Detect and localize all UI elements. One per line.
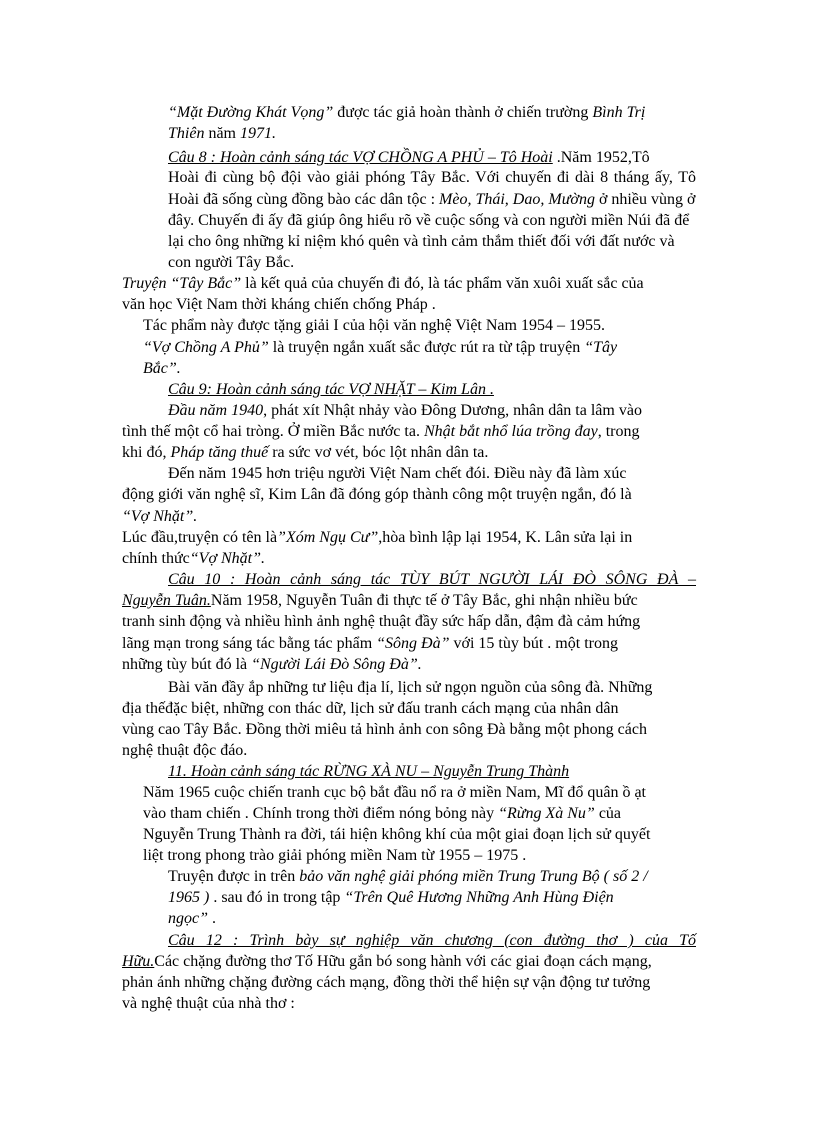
text-line: những tùy bút đó là “Người Lái Đò Sông Đà”. (122, 656, 422, 673)
section-heading: Câu 12 : Trình bày sự nghiệp văn chương (con đường thơ ) của Tố (168, 932, 696, 949)
text-line: động giới văn nghệ sĩ, Kim Lân đã đóng góp thành công một truyện ngắn, đó là (122, 486, 632, 503)
section-heading: Câu 8 : Hoàn cảnh sáng tác VỢ CHỒNG A PHỦ – Tô Hoài .Năm 1952,Tô (168, 149, 650, 166)
text-line: lại cho ông những kỉ niệm khó quên và tình cảm thắm thiết đối với đất nước và (168, 233, 675, 250)
text-line: và nghệ thuật của nhà thơ : (122, 995, 295, 1012)
text-line: Nguyễn Trung Thành ra đời, tái hiện không khí của một giai đoạn lịch sử quyết (143, 826, 651, 843)
text-line: Năm 1965 cuộc chiến tranh cục bộ bắt đầu nổ ra ở miền Nam, Mĩ đổ quân ồ ạt (143, 784, 646, 801)
text-line: nghệ thuật độc đáo. (122, 742, 248, 759)
text-line: Đầu năm 1940, phát xít Nhật nhảy vào Đông Dương, nhân dân ta lâm vào (168, 402, 642, 419)
text-line: vùng cao Tây Bắc. Đồng thời miêu tả hình ảnh con sông Đà bằng một phong cách (122, 721, 647, 738)
text-line: Lúc đầu,truyện có tên là”Xóm Ngụ Cư”,hòa bình lập lại 1954, K. Lân sửa lại in (122, 529, 633, 546)
text-line: Truyện được in trên bảo văn nghệ giải phóng miền Trung Trung Bộ ( số 2 / (168, 868, 648, 885)
text-line: tình thế một cổ hai tròng. Ở miền Bắc nước ta. Nhật bắt nhổ lúa trồng đay, trong (122, 423, 640, 440)
section-heading: 11. Hoàn cảnh sáng tác RỪNG XÀ NU – Nguyễn Trung Thành (168, 763, 570, 780)
section-heading: Câu 9: Hoàn cảnh sáng tác VỢ NHẶT – Kim Lân . (168, 381, 494, 398)
text-line: ngọc” . (168, 910, 216, 927)
text-line: lãng mạn trong sáng tác bằng tác phẩm “Sông Đà” với 15 tùy bút . một trong (122, 635, 618, 652)
text-line: văn học Việt Nam thời kháng chiến chống Pháp . (122, 296, 436, 313)
text-line: địa thếđặc biệt, những con thác dữ, lịch sử đấu tranh cách mạng của nhân dân (122, 700, 619, 717)
text-line: Đến năm 1945 hơn triệu người Việt Nam chết đói. Điều này đã làm xúc (168, 465, 627, 482)
text-line: 1965 ) . sau đó in trong tập “Trên Quê Hương Những Anh Hùng Điện (168, 889, 614, 906)
text-line: phản ánh những chặng đường cách mạng, đồng thời thể hiện sự vận động tư tưởng (122, 974, 651, 991)
text-line: Nguyễn Tuân.Năm 1958, Nguyễn Tuân đi thực tế ở Tây Bắc, ghi nhận nhiều bức (122, 592, 638, 609)
text-line: vào tham chiến . Chính trong thời điểm nóng bỏng này “Rừng Xà Nu” của (143, 805, 622, 822)
text-line: “Vợ Chồng A Phủ” là truyện ngắn xuất sắc được rút ra từ tập truyện “Tây (143, 339, 618, 356)
text-line: Hoài đã sống cùng đồng bào các dân tộc : Mèo, Thái, Dao, Mường ở nhiều vùng ở (168, 191, 696, 208)
text-line: Thiên năm 1971. (168, 125, 276, 142)
text-line: chính thức“Vợ Nhặt”. (122, 550, 265, 567)
text-line: Bài văn đầy ắp những tư liệu địa lí, lịch sử ngọn nguồn của sông đà. Những (168, 679, 653, 696)
section-heading: Câu 10 : Hoàn cảnh sáng tác TÙY BÚT NGƯỜI LÁI ĐÒ SÔNG ĐÀ – (168, 571, 696, 588)
text-line: “Vợ Nhặt”. (122, 508, 198, 525)
text-line: đây. Chuyến đi ấy đã giúp ông hiểu rõ về cuộc sống và con người miền Núi đã để (168, 212, 690, 229)
text-line: tranh sinh động và nhiều hình ảnh nghệ thuật đầy sức hấp dẫn, đậm đà cảm hứng (122, 613, 641, 630)
text-line: “Mặt Đường Khát Vọng” được tác giả hoàn thành ở chiến trường Bình Trị (168, 104, 646, 121)
text-line: khi đó, Pháp tăng thuế ra sức vơ vét, bóc lột nhân dân ta. (122, 444, 489, 461)
text-line: Bắc”. (143, 360, 181, 377)
text-line: Tác phẩm này được tặng giải I của hội văn nghệ Việt Nam 1954 – 1955. (143, 317, 605, 334)
text-line: Hữu.Các chặng đường thơ Tố Hữu gắn bó song hành với các giai đoạn cách mạng, (122, 953, 652, 970)
text-line: Hoài đi cùng bộ đội vào giải phóng Tây Bắc. Với chuyến đi dài 8 tháng ấy, Tô (168, 169, 696, 186)
text-line: Truyện “Tây Bắc” là kết quả của chuyến đi đó, là tác phẩm văn xuôi xuất sắc của (122, 275, 644, 292)
text-line: liệt trong phong trào giải phóng miền Nam từ 1955 – 1975 . (143, 847, 527, 864)
text-line: con người Tây Bắc. (168, 254, 295, 271)
